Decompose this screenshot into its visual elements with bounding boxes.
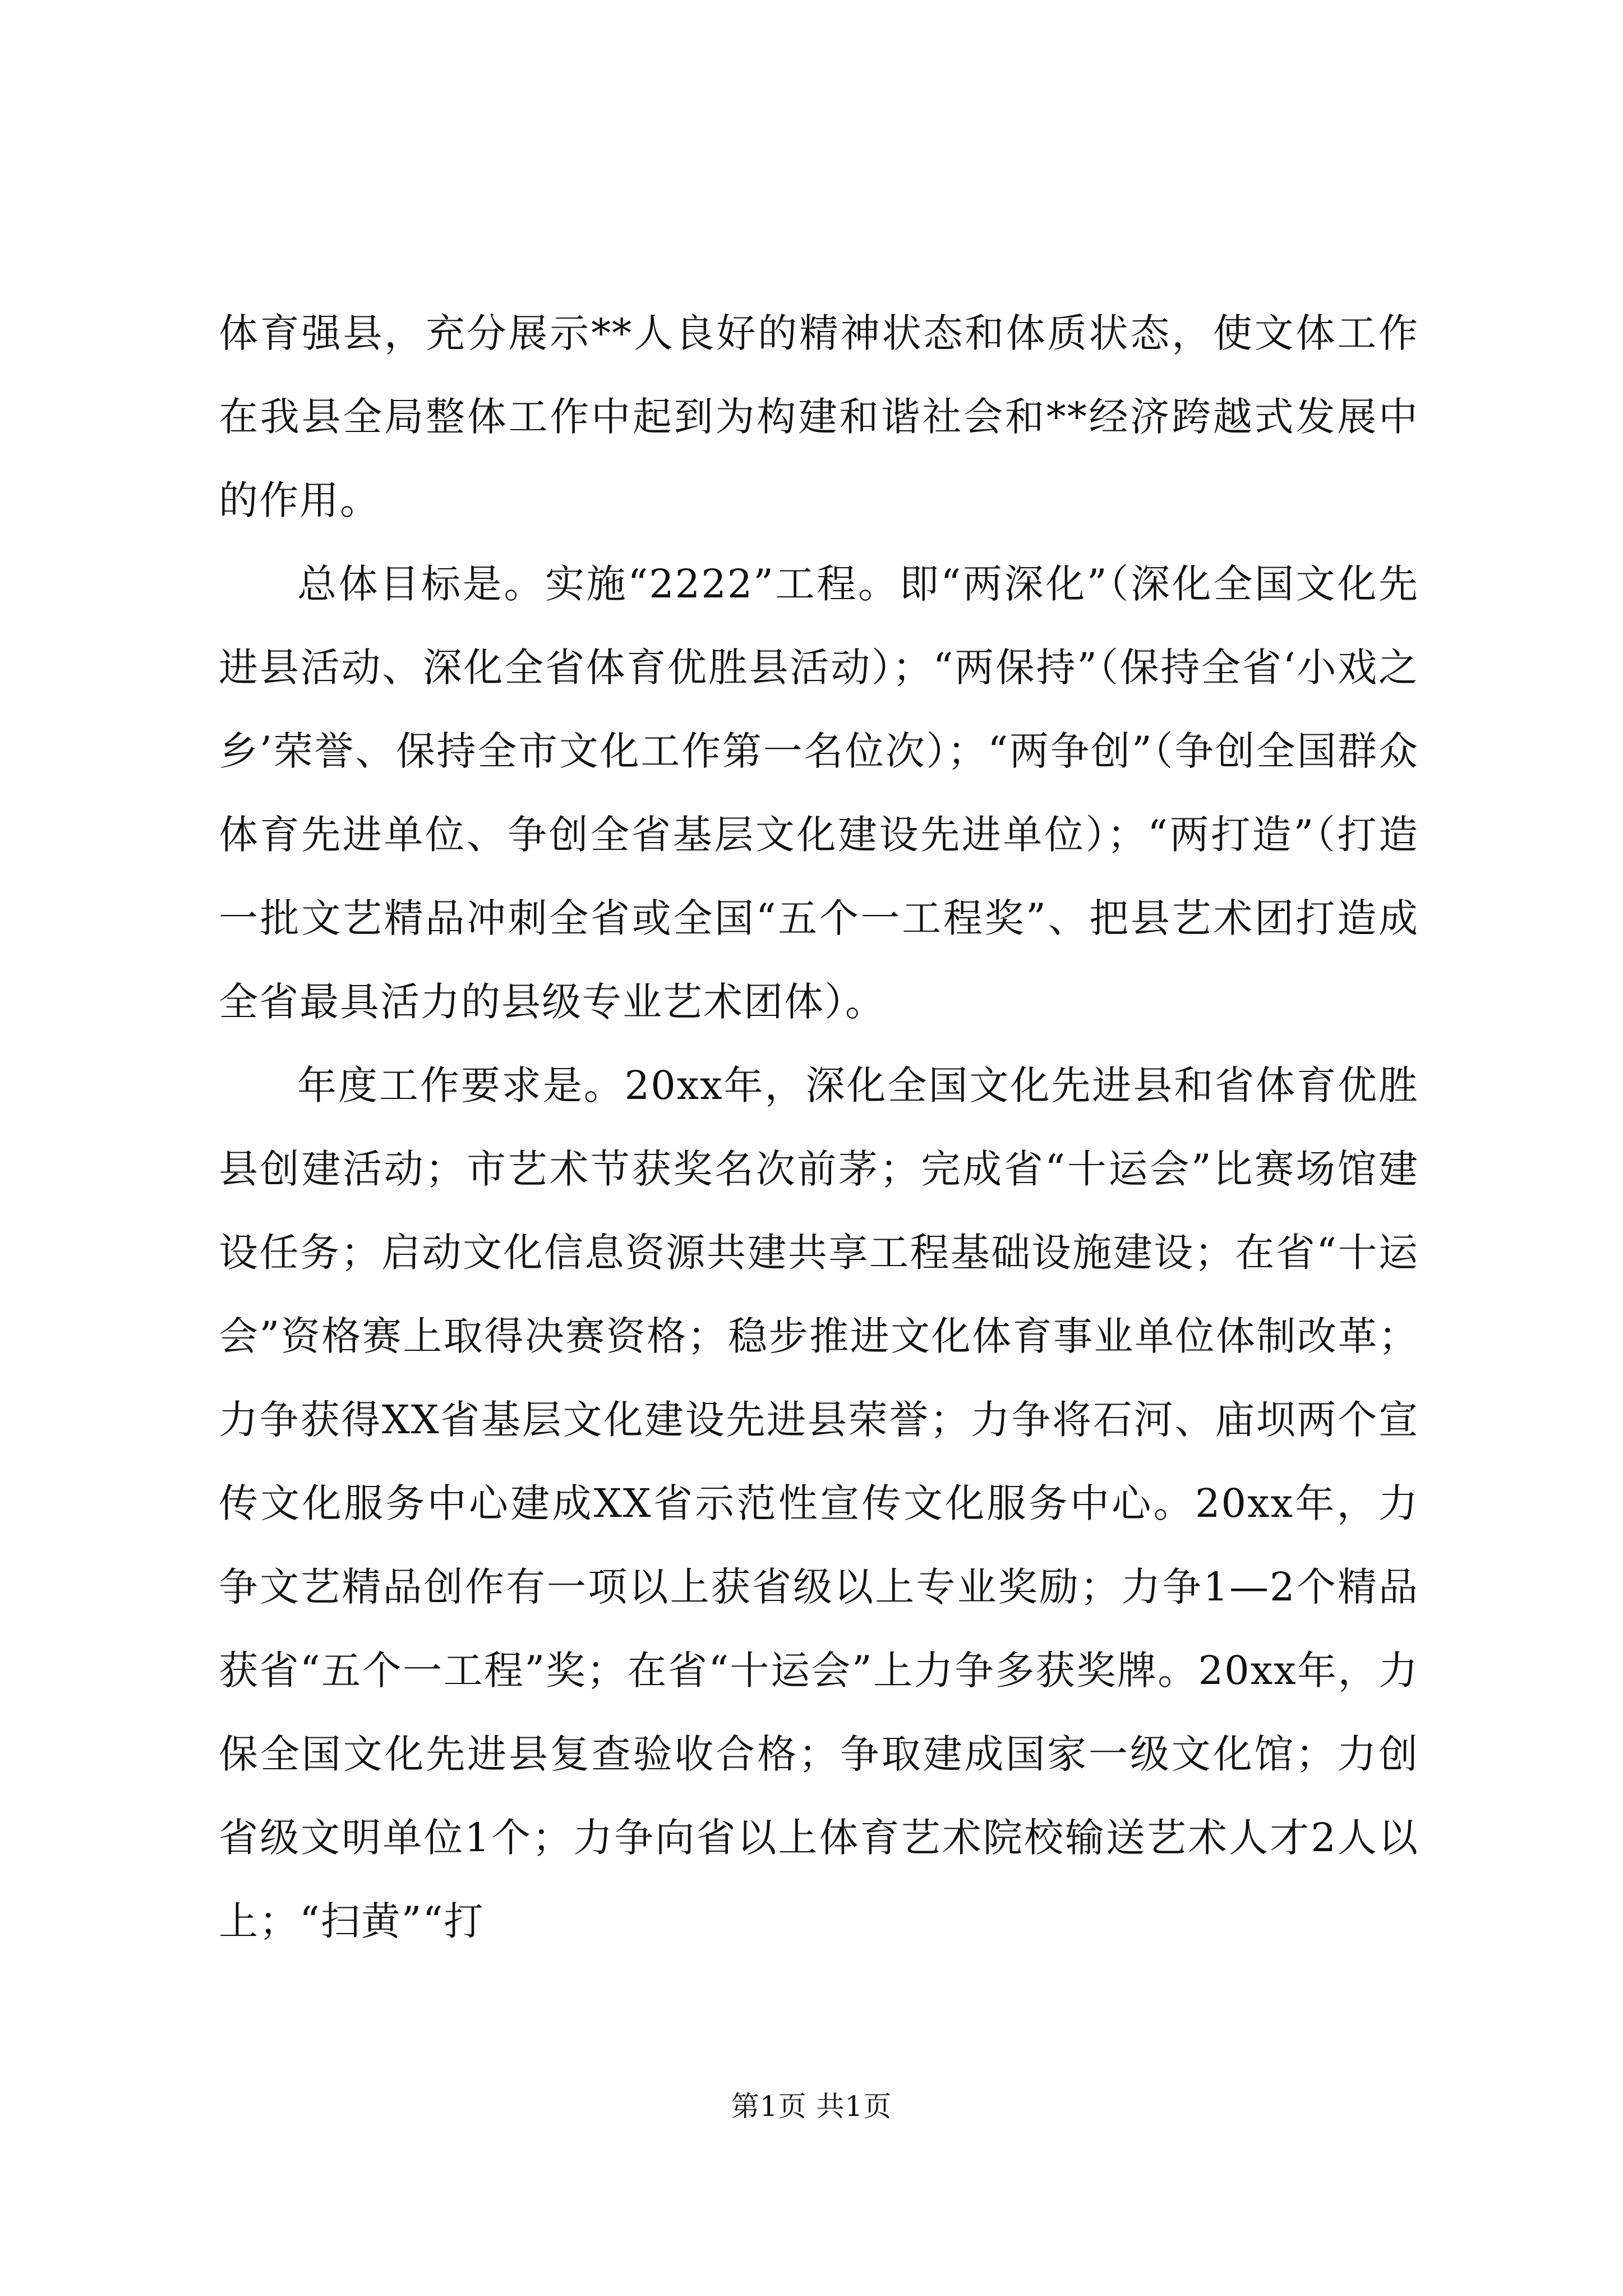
paragraph-continuation: 体育强县，充分展示**人良好的精神状态和体质状态，使文体工作在我县全局整体工作中起到为构建和谐社会和**经济跨越式发展中的作用。 <box>219 310 1419 523</box>
paragraph-annual-requirements: 年度工作要求是。20xx年，深化全国文化先进县和省体育优胜县创建活动；市艺术节获奖名次前茅；完成省“十运会”比赛场馆建设任务；启动文化信息资源共建共享工程基础设施建设；在省“十运会”资格赛上取得决赛资格；稳步推进文化体育事业单位体制改革；力争获得XX省基层文化建设先进县荣誉；力争将石河、庙坝两个宣传文化服务中心建成XX省示范性宣传文化服务中心。20xx年，力争文艺精品创作有一项以上获省级以上专业奖励；力争1—2个精品获省“五个一工程”奖；在省“十运会”上力争多获奖牌。20xx年，力保全国文化先进县复查验收合格；争取建成国家一级文化馆；力创省级文明单位1个；力争向省以上体育艺术院校输送艺术人才2人以上；“扫黄”“打 <box>219 1062 1419 1944</box>
document-body <box>219 292 1419 1963</box>
page-footer: 第1页 共1页 <box>731 2090 892 2123</box>
paragraph-overall-goal: 总体目标是。实施“2222”工程。即“两深化”（深化全国文化先进县活动、深化全省体育优胜县活动）；“两保持”（保持全省‘小戏之乡’荣誉、保持全市文化工作第一名位次）；“两争创”（争创全国群众体育先进单位、争创全省基层文化建设先进单位）；“两打造”（打造一批文艺精品冲刺全省或全国“五个一工程奖”、把县艺术团打造成全省最具活力的县级专业艺术团体）。 <box>219 561 1419 1025</box>
